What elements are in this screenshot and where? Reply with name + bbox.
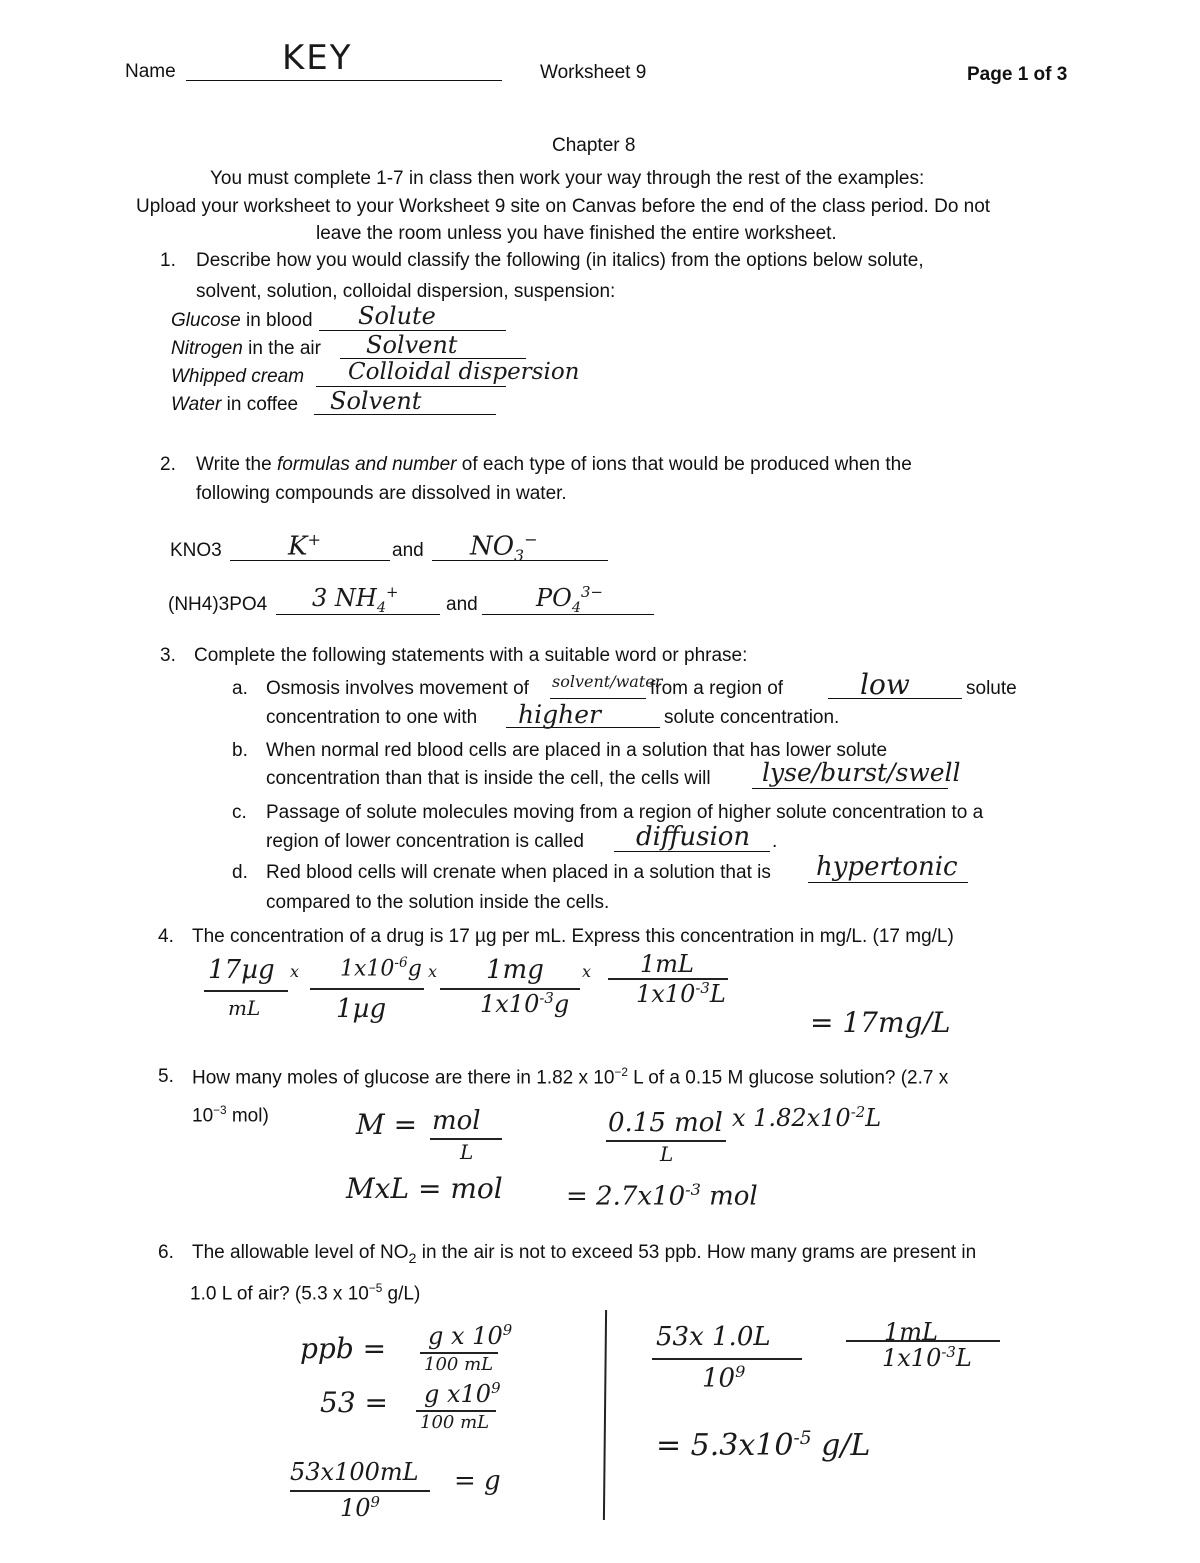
- q6-ppb-num: g x $10^9$: [428, 1321, 513, 1350]
- q5-mol: mol: [432, 1106, 481, 1136]
- q2-compound-2: (NH4)3PO4: [168, 594, 268, 615]
- name-underline: [186, 80, 502, 81]
- q6-r1-bar: [652, 1358, 802, 1360]
- q4-f4-num: 1mL: [640, 950, 694, 978]
- q1-item-4-answer: Solvent: [330, 387, 422, 415]
- q2-text-1: Write the formulas and number of each type of ions that would be produced when the: [196, 454, 912, 475]
- q1-item-1-answer: Solute: [358, 302, 436, 330]
- q3-text: Complete the following statements with a suitable word or phrase:: [194, 645, 748, 666]
- q6-text-1: The allowable level of $NO_2$ in the air is not to exceed 53 ppb. How many grams are present in: [192, 1242, 977, 1267]
- q3a-text-1: Osmosis involves movement of: [266, 678, 529, 699]
- q3a-text-2: from a region of: [650, 678, 784, 699]
- q3d-label: d.: [232, 862, 248, 883]
- q2-text-2: following compounds are dissolved in water.: [196, 483, 567, 504]
- q6-r2-den: $1x10^{-3}L$: [882, 1343, 972, 1372]
- q3d-text-2: compared to the solution inside the cells.: [266, 892, 610, 913]
- q6-ppb: ppb =: [300, 1332, 387, 1365]
- q6-l3-eq: = g: [454, 1466, 501, 1496]
- q1-item-4: Water in coffee: [171, 394, 299, 415]
- q2-row2-and: and: [446, 594, 478, 615]
- q2-row1-ion1: K+: [288, 530, 321, 562]
- q6-r2-num: 1mL: [884, 1318, 938, 1346]
- q1-item-3: Whipped cream: [171, 366, 305, 387]
- q2-row2-ion2: $PO_4^{3-}$: [536, 583, 603, 616]
- q4-x3: x: [582, 962, 592, 981]
- q4-x2: x: [428, 962, 438, 981]
- q4-f3-den: $1x10^{-3}g$: [480, 989, 570, 1018]
- q5-calc-mult: x $1.82x10^{-2}L$: [732, 1103, 882, 1132]
- q5-m: M =: [356, 1108, 418, 1141]
- name-value: KEY: [282, 38, 353, 78]
- q4-text: The concentration of a drug is 17 µg per mL. Express this concentration in mg/L. (17 mg/L): [192, 926, 954, 947]
- q2-row1-and: and: [392, 540, 424, 561]
- q3b-label: b.: [232, 740, 248, 761]
- q6-r1-num: 53x 1.0L: [656, 1322, 771, 1352]
- q3b-text-2: concentration than that is inside the cell, the cells will: [266, 768, 711, 789]
- q4-f1-num: 17µg: [208, 955, 275, 985]
- q1-text-1: Describe how you would classify the following (in italics) from the options below solute,: [196, 250, 924, 271]
- q4-f4-den: $1x10^{-3}L$: [636, 979, 726, 1008]
- q6-r1-den: $10^9$: [702, 1362, 746, 1394]
- q2-compound-1: KNO3: [170, 540, 222, 561]
- q6-ppb-den: 100 mL: [424, 1354, 494, 1375]
- q5-result: = $2.7x10^{-3}$ mol: [566, 1180, 758, 1212]
- q5-l: L: [460, 1140, 474, 1164]
- q3a-text-3: solute: [966, 678, 1017, 699]
- q6-53: 53 =: [320, 1386, 388, 1419]
- q3b-text-1: When normal red blood cells are placed in a solution that has lower solute: [266, 740, 888, 761]
- q3a-label: a.: [232, 678, 248, 699]
- q3d-answer: hypertonic: [816, 852, 958, 882]
- q6-text-2: 1.0 L of air? (5.3 x $10^{-5}$ g/L): [190, 1282, 421, 1305]
- q1-item-3-answer: Colloidal dispersion: [348, 359, 580, 385]
- q4-number: 4.: [158, 926, 174, 947]
- q4-f1-bar: [204, 990, 288, 992]
- q5-calc-den: L: [660, 1142, 674, 1166]
- q4-f2-bar: [310, 988, 424, 990]
- q4-f1-den: mL: [228, 996, 261, 1020]
- q5-text-2: $10^{-3}$ mol): [192, 1104, 269, 1127]
- q6-l3-num: 53x100mL: [290, 1458, 419, 1486]
- intro-line-3: leave the room unless you have finished the entire worksheet.: [316, 223, 837, 244]
- q3a-text-4: concentration to one with: [266, 707, 478, 728]
- q5-number: 5.: [158, 1066, 174, 1087]
- q3d-text-1: Red blood cells will crenate when placed in a solution that is: [266, 862, 771, 883]
- q6-l3-den: $10^9$: [340, 1493, 381, 1522]
- q4-x1: x: [290, 962, 300, 981]
- q6-r2-bar: [846, 1340, 1000, 1342]
- q6-result: = $5.3x10^{-5}$ g/L: [656, 1428, 871, 1463]
- q2-row2-ion1: 3 $NH_4^+$: [312, 583, 399, 616]
- q4-f2-num: $1x10^{-6}g$: [340, 955, 422, 982]
- q3c-text-1: Passage of solute molecules moving from a region of higher solute concentration to a: [266, 802, 984, 823]
- q3a-line-1: [550, 698, 646, 699]
- q3c-text-3: .: [772, 831, 778, 852]
- q6-divider: [603, 1310, 607, 1520]
- q3c-text-2: region of lower concentration is called: [266, 831, 584, 852]
- q3c-label: c.: [232, 802, 247, 823]
- worksheet-title: Worksheet 9: [540, 62, 647, 83]
- intro-line-2: Upload your worksheet to your Worksheet 9 site on Canvas before the end of the class period. Do not: [136, 196, 991, 217]
- q6-number: 6.: [158, 1242, 174, 1263]
- q3a-answer-3: higher: [518, 700, 601, 729]
- q3a-answer-2: low: [860, 668, 910, 701]
- q4-result: = 17mg/L: [810, 1006, 951, 1039]
- q2-row1-ion2: $NO_3^-$: [470, 530, 538, 565]
- q3c-answer: diffusion: [636, 822, 751, 852]
- q3a-answer-1: solvent/water: [552, 672, 663, 691]
- q6-l3-bar: [290, 1490, 430, 1492]
- q4-f3-num: 1mg: [486, 955, 544, 985]
- q1-item-2: Nitrogen in the air: [171, 338, 321, 359]
- q6-53-num: g $x10^9$: [424, 1379, 501, 1408]
- q4-f2-den: 1µg: [336, 994, 387, 1024]
- q5-calc-num: 0.15 mol: [608, 1108, 723, 1138]
- q2-number: 2.: [160, 454, 176, 475]
- intro-line-1: You must complete 1-7 in class then work your way through the rest of the examples:: [210, 168, 925, 189]
- q3a-text-5: solute concentration.: [664, 707, 840, 728]
- q1-item-2-answer: Solvent: [366, 331, 458, 359]
- q1-item-1: Glucose in blood: [171, 310, 313, 331]
- page-number: Page 1 of 3: [967, 64, 1068, 85]
- q1-text-2: solvent, solution, colloidal dispersion, suspension:: [196, 281, 616, 302]
- q3b-answer: lyse/burst/swell: [762, 758, 961, 787]
- q5-mxl: MxL = mol: [346, 1172, 503, 1205]
- q6-53-den: 100 mL: [420, 1412, 490, 1433]
- q1-number: 1.: [160, 250, 176, 271]
- q3b-line: [752, 788, 948, 789]
- q5-text-1: How many moles of glucose are there in 1.82 x $10^{-2}$ L of a 0.15 M glucose solution? (2.7 x: [192, 1066, 949, 1089]
- chapter-title: Chapter 8: [552, 135, 636, 156]
- name-label: Name: [125, 61, 176, 82]
- q3-number: 3.: [160, 645, 176, 666]
